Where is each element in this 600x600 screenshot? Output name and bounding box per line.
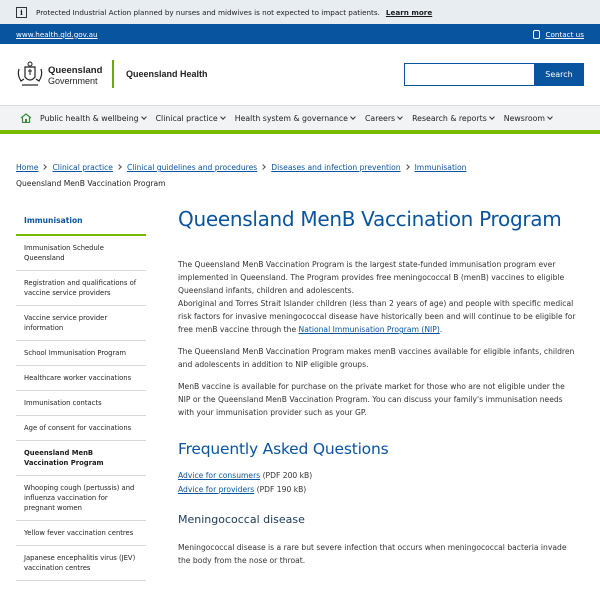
chevron-right-icon bbox=[404, 164, 410, 170]
logo-divider bbox=[112, 60, 114, 88]
contact-us-link[interactable] bbox=[533, 30, 584, 39]
advice-providers-link[interactable]: Advice for providers bbox=[178, 485, 255, 494]
chevron-down-icon bbox=[220, 114, 226, 120]
nav-item-research[interactable]: Research & reports bbox=[412, 114, 494, 123]
program-paragraph: The Queensland MenB Vaccination Program makes menB vaccines available for eligible infants, children and adolescents in addition to NIP eligible groups. bbox=[178, 347, 575, 369]
nav-item-clinical-practice[interactable]: Clinical practice bbox=[156, 114, 225, 123]
nav-item-careers[interactable]: Careers bbox=[365, 114, 402, 123]
sidebar-item-active[interactable]: Queensland MenB Vaccination Program bbox=[16, 441, 146, 476]
phone-icon bbox=[533, 30, 540, 39]
alert-learn-more-link[interactable]: Learn more bbox=[385, 7, 433, 17]
eligibility-paragraph: Aboriginal and Torres Strait Islander children (less than 2 years of age) and people with specific medical risk factors for invasive meningococcal disease have historically been and will continue to be eligible for free menB vaccine through the National Immunisation Program (NIP). bbox=[178, 299, 576, 334]
nav-item-public-health[interactable]: Public health & wellbeing bbox=[40, 114, 146, 123]
faq-heading: Frequently Asked Questions bbox=[178, 440, 389, 458]
meningococcal-paragraph: Meningococcal disease is a rare but severe infection that occurs when meningococcal bacteria invade the body from the nose or throat. bbox=[178, 543, 567, 565]
contact-us-label: Contact us bbox=[545, 29, 584, 39]
chevron-down-icon bbox=[547, 114, 553, 120]
faq-link-item: Advice for consumers (PDF 200 kB) bbox=[178, 471, 313, 480]
page-title: Queensland MenB Vaccination Program bbox=[178, 207, 562, 231]
search-input[interactable] bbox=[404, 63, 535, 86]
nav-underline bbox=[0, 130, 600, 134]
alert-text: Protected Industrial Action planned by nurses and midwives is not expected to impact patients. bbox=[36, 7, 380, 17]
nav-item-newsroom[interactable]: Newsroom bbox=[504, 114, 552, 123]
chevron-down-icon bbox=[489, 114, 495, 120]
sidebar-item[interactable]: Japanese encephalitis virus (JEV) vaccination centres bbox=[16, 546, 146, 581]
sidebar-item[interactable]: Immunisation contacts bbox=[16, 391, 146, 416]
sidebar-item[interactable]: Registration and qualifications of vaccine service providers bbox=[16, 271, 146, 306]
breadcrumb-current: Queensland MenB Vaccination Program bbox=[16, 179, 166, 188]
breadcrumb-immunisation[interactable]: Immunisation bbox=[414, 163, 467, 172]
sidebar-item[interactable]: Healthcare worker vaccinations bbox=[16, 366, 146, 391]
meningococcal-heading: Meningococcal disease bbox=[178, 513, 305, 526]
sidebar-nav bbox=[16, 206, 146, 581]
nav-item-health-system[interactable]: Health system & governance bbox=[235, 114, 355, 123]
chevron-right-icon bbox=[42, 164, 48, 170]
chevron-down-icon bbox=[141, 114, 147, 120]
main-content bbox=[178, 204, 578, 567]
gov-line-1: Queensland bbox=[48, 65, 103, 76]
breadcrumb-clinical-guidelines[interactable]: Clinical guidelines and procedures bbox=[126, 163, 258, 172]
search-button[interactable]: Search bbox=[534, 63, 584, 86]
site-url-link[interactable]: www.health.qld.gov.au bbox=[16, 29, 98, 39]
sidebar-item[interactable]: Whooping cough (pertussis) and influenza vaccination for pregnant women bbox=[16, 476, 146, 521]
chevron-right-icon bbox=[260, 164, 266, 170]
breadcrumb-clinical-practice[interactable]: Clinical practice bbox=[52, 163, 113, 172]
sidebar-item[interactable]: Vaccine service provider information bbox=[16, 306, 146, 341]
home-icon[interactable] bbox=[20, 113, 32, 123]
faq-link-item: Advice for providers (PDF 190 kB) bbox=[178, 485, 307, 494]
info-icon: i bbox=[16, 7, 27, 18]
coat-of-arms-icon[interactable] bbox=[16, 61, 44, 88]
sidebar-heading[interactable]: Immunisation bbox=[16, 206, 146, 236]
chevron-down-icon bbox=[350, 114, 356, 120]
breadcrumb-home[interactable]: Home bbox=[16, 163, 39, 172]
main-nav bbox=[0, 106, 600, 130]
private-market-paragraph: MenB vaccine is available for purchase on the private market for those who are not eligible under the NIP or the Queensland MenB Vaccination Program. You can discuss your family's immunisation needs with your immunisation provider such as your GP. bbox=[178, 382, 565, 417]
sidebar-item[interactable]: School Immunisation Program bbox=[16, 341, 146, 366]
breadcrumb bbox=[16, 160, 586, 192]
nip-link[interactable]: National Immunisation Program (NIP) bbox=[298, 325, 440, 334]
chevron-down-icon bbox=[397, 114, 403, 120]
faq-links bbox=[178, 469, 578, 497]
government-wordmark bbox=[48, 65, 102, 87]
gov-line-2: Government bbox=[48, 76, 98, 86]
site-header bbox=[0, 44, 600, 106]
sidebar-item[interactable]: Yellow fever vaccination centres bbox=[16, 521, 146, 546]
intro-paragraph: The Queensland MenB Vaccination Program is the largest state-funded immunisation program ever implemented in Queensland. The Program provides free meningococcal B (menB) vaccines to eligible Queensland infants, children and adolescents. bbox=[178, 260, 565, 295]
chevron-right-icon bbox=[116, 164, 122, 170]
sidebar-item[interactable]: Immunisation Schedule Queensland bbox=[16, 236, 146, 271]
breadcrumb-diseases[interactable]: Diseases and infection prevention bbox=[271, 163, 401, 172]
alert-banner bbox=[0, 0, 600, 24]
sidebar-item[interactable]: Age of consent for vaccinations bbox=[16, 416, 146, 441]
top-bar bbox=[0, 24, 600, 44]
department-name-link[interactable]: Queensland Health bbox=[126, 69, 208, 79]
advice-consumers-link[interactable]: Advice for consumers bbox=[178, 471, 261, 480]
